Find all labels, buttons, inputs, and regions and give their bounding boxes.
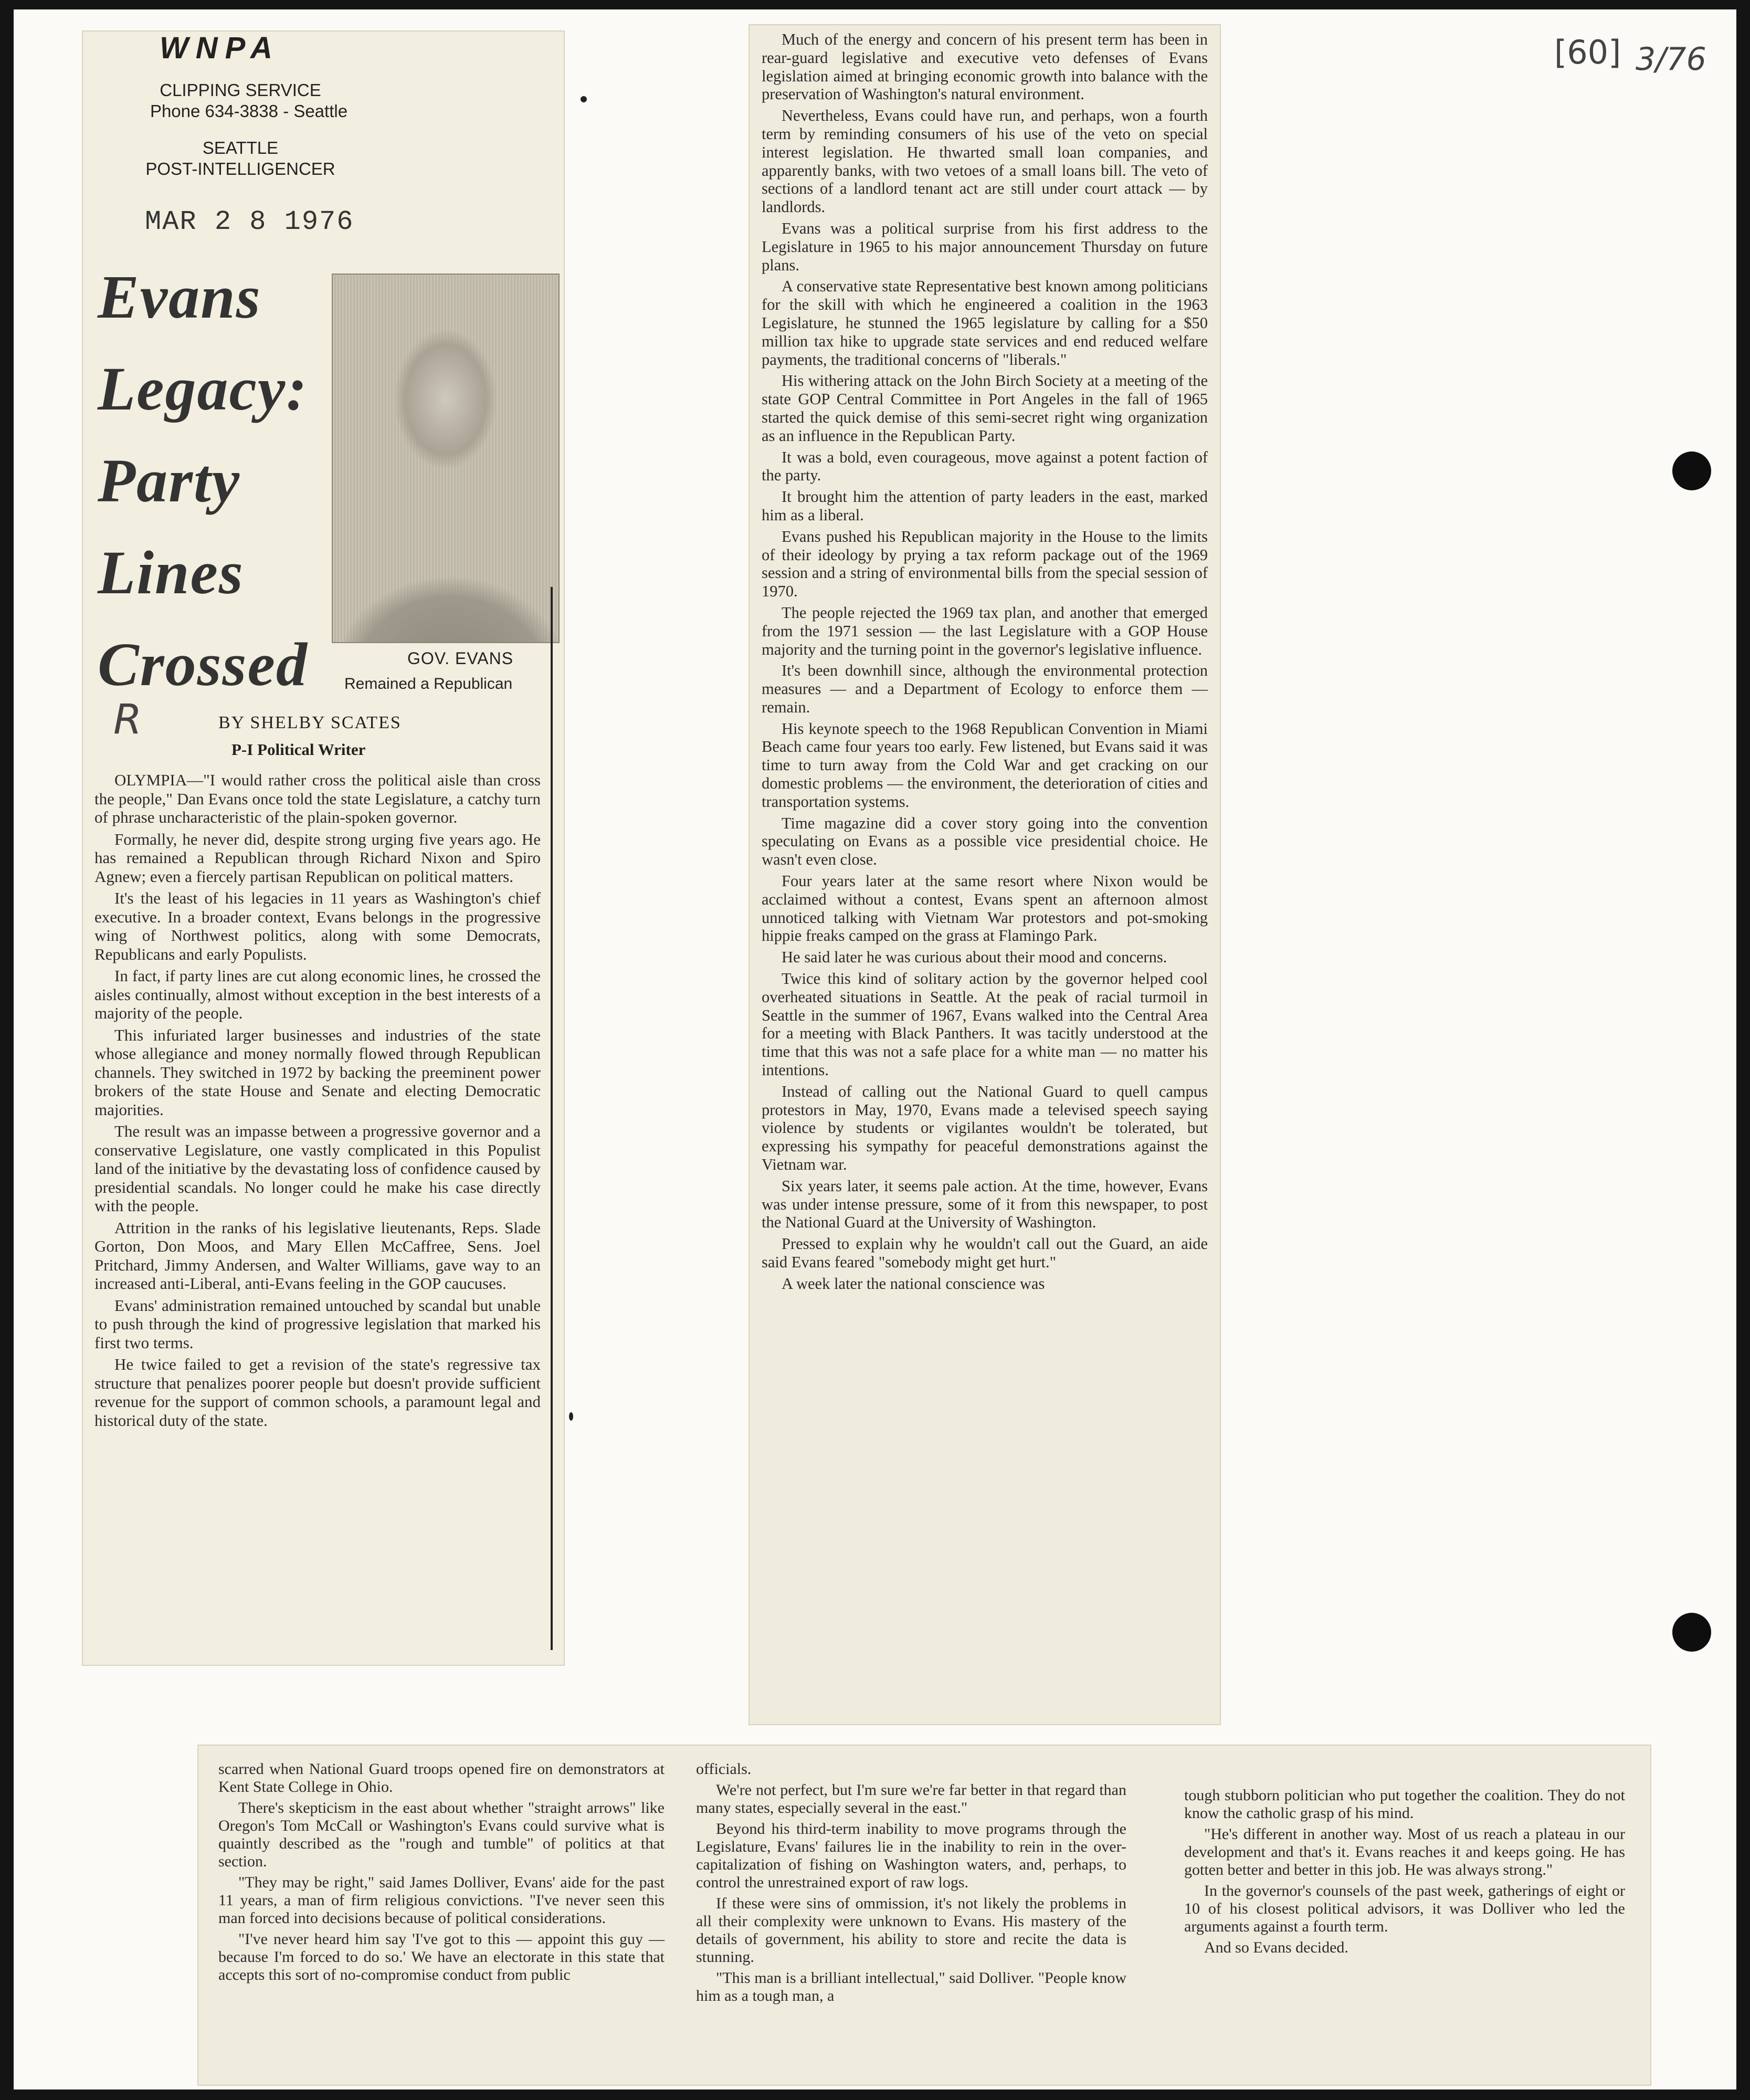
- paper-name: POST-INTELLIGENCER: [145, 159, 335, 178]
- paragraph: Pressed to explain why he wouldn't call out the Guard, an aide said Evans feared "somebody might get hurt.": [762, 1235, 1208, 1271]
- clipping-right: [749, 24, 1221, 1725]
- paragraph: OLYMPIA—"I would rather cross the political aisle than cross the people," Dan Evans once told the state Legislature, a catchy turn of phrase uncharacteristic of the plain-spoken governor.: [94, 771, 541, 826]
- paragraph: Instead of calling out the National Guard to quell campus protestors in May, 1970, Evans made a televised speech saying violence by students or vigilantes wouldn't be tolerated, but expressing his sympathy for peaceful demonstrations against the Vietnam war.: [762, 1082, 1208, 1174]
- date-stamp: MAR 2 8 1976: [145, 206, 354, 237]
- date-note: 3/76: [1636, 41, 1706, 78]
- continuation-column-1: [218, 1760, 665, 1987]
- paragraph: He twice failed to get a revision of the state's regressive tax structure that penalizes poorer people but doesn't provide sufficient revenue for the support of common schools, a paramount legal and historical duty of the state.: [94, 1355, 541, 1430]
- paragraph: Time magazine did a cover story going into the convention speculating on Evans as a possible vice presidential choice. He wasn't even close.: [762, 814, 1208, 869]
- binder-hole-bottom: [1672, 1613, 1711, 1652]
- paragraph: "This man is a brilliant intellectual," said Dolliver. "People know him as a tough man, a: [696, 1969, 1126, 2004]
- paragraph: The people rejected the 1969 tax plan, and another that emerged from the 1971 session — the last Legislature with a GOP House majority and the turning point in the governor's legislative influence.: [762, 603, 1208, 658]
- clipping-service-label: CLIPPING SERVICE: [160, 80, 321, 100]
- phone-label: Phone 634-3838 - Seattle: [150, 101, 348, 121]
- paragraph: Much of the energy and concern of his present term has been in rear-guard legislative and executive veto defenses of Evans legislation aimed at bringing economic growth into balance with the preservation of Washington's natural environment.: [762, 30, 1208, 103]
- paragraph: The result was an impasse between a progressive governor and a conservative Legislature, one vastly complicated in this Populist land of the initiative by the devastating loss of confidence caused by presidential scandals. No longer could he make his case directly with the people.: [94, 1122, 541, 1215]
- paragraph: In the governor's counsels of the past week, gatherings of eight or 10 of his closest political advisors, it was Dolliver who led the arguments against a fourth term.: [1184, 1882, 1625, 1935]
- paragraph: It's been downhill since, although the environmental protection measures — and a Department of Ecology to enforce them — remain.: [762, 662, 1208, 716]
- article-column-2: [762, 30, 1208, 1296]
- paragraph: If these were sins of ommission, it's not likely the problems in all their complexity were unknown to Evans. His mastery of the details of government, his ability to store and recite the data is stunning.: [696, 1895, 1126, 1966]
- agency-name: WNPA: [160, 31, 280, 65]
- paragraph: This infuriated larger businesses and industries of the state whose allegiance and money normally flowed through Republican channels. They switched in 1972 by backing the preeminent power brokers of the state House and Senate and electing Democratic majorities.: [94, 1025, 541, 1119]
- paragraph: In fact, if party lines are cut along economic lines, he crossed the aisles continually, almost without exception in the best interests of a majority of the people.: [94, 967, 541, 1022]
- paragraph: It brought him the attention of party leaders in the east, marked him as a liberal.: [762, 488, 1208, 524]
- paragraph: Twice this kind of solitary action by the governor helped cool overheated situations in Seattle. At the peak of racial turmoil in Seattle in the summer of 1967, Evans walked into the Central Area for a meeting with Black Panthers. It was tacitly understood at the time that this was not a safe place for a white man — no matter his intentions.: [762, 970, 1208, 1079]
- byline-author: BY SHELBY SCATES: [218, 713, 402, 732]
- scrapbook-page: [14, 9, 1736, 2090]
- paragraph: He said later he was curious about their mood and concerns.: [782, 948, 1167, 967]
- paragraph: Four years later at the same resort where Nixon would be acclaimed without a contest, Evans spent an afternoon almost unnoticed talking with Vietnam War protestors and pot-smoking hippie freaks camped on the grass at Flamingo Park.: [762, 872, 1208, 945]
- paragraph: Beyond his third-term inability to move programs through the Legislature, Evans' failures lie in the inability to rein in the over-capitalization of fishing on Washington waters, and, perhaps, to control the unrestrained export of raw logs.: [696, 1820, 1126, 1891]
- article-column-1: [94, 771, 541, 1433]
- paragraph: officials.: [696, 1760, 752, 1778]
- paragraph: Evans was a political surprise from his first address to the Legislature in 1965 to his major announcement Thursday on future plans.: [762, 219, 1208, 274]
- headline-line-2: Legacy:: [98, 354, 308, 423]
- paragraph: There's skepticism in the east about whether "straight arrows" like Oregon's Tom McCall or Washington's Evans could survive what is quaintly described as the "rough and tumble" of politics at that section.: [218, 1799, 665, 1870]
- headline-line-1: Evans: [98, 262, 261, 331]
- column-rule: [551, 587, 553, 1650]
- paragraph: "I've never heard him say 'I've got to this — appoint this guy — because I'm forced to do so.' We have an electorate in this state that accepts this sort of no-compromise conduct from public: [218, 1930, 665, 1983]
- clipping-bottom: [197, 1745, 1651, 2086]
- binder-hole-top: [1672, 452, 1711, 490]
- paragraph: It's the least of his legacies in 11 years as Washington's chief executive. In a broader context, Evans belongs in the progressive wing of Northwest politics, along with some Democrats, Republicans and early Populists.: [94, 889, 541, 963]
- paragraph: His withering attack on the John Birch Society at a meeting of the state GOP Central Committee in Port Angeles in the fall of 1965 started the quick demise of this semi-secret right wing organization as an influence in the Republican Party.: [762, 372, 1208, 445]
- paragraph: Six years later, it seems pale action. At the time, however, Evans was under intense pressure, some of it from this newspaper, to post the National Guard at the University of Washington.: [762, 1177, 1208, 1232]
- paragraph: Formally, he never did, despite strong urging five years ago. He has remained a Republican through Richard Nixon and Spiro Agnew; even a fiercely partisan Republican on political matters.: [94, 830, 541, 886]
- paragraph: Nevertheless, Evans could have run, and perhaps, won a fourth term by reminding consumers of his use of the veto on special interest legislation. He thwarted small loan companies, and apparently banks, with two vetoes of a small loans bill. The veto of sections of a landlord tenant act are still under court attack — by landlords.: [762, 107, 1208, 216]
- headline-line-3: Party: [98, 446, 241, 515]
- paper-city: SEATTLE: [202, 138, 279, 158]
- paragraph: Evans pushed his Republican majority in the House to the limits of their ideology by prying a tax reform package out of the 1969 session and a string of environmental bills from the special session of 1970.: [762, 527, 1208, 601]
- continuation-column-3: [1184, 1787, 1625, 1960]
- paragraph: A conservative state Representative best known among politicians for the skill with which he engineered a coalition in the 1963 Legislature, he stunned the 1965 legislature by calling for a $50 million tax hike to upgrade state services and end reduced welfare payments, the traditional concerns of "liberals.": [762, 277, 1208, 369]
- continuation-column-2: [696, 1760, 1126, 2008]
- paragraph: And so Evans decided.: [1204, 1939, 1348, 1956]
- headline-line-4: Lines: [98, 538, 244, 607]
- paragraph: Evans' administration remained untouched by scandal but unable to push through the kind of progressive legislation that marked his first two terms.: [94, 1296, 541, 1352]
- paragraph: It was a bold, even courageous, move against a potent faction of the party.: [762, 448, 1208, 485]
- headline-line-5: Crossed: [98, 630, 308, 699]
- speck: [581, 96, 587, 102]
- photo-caption-name: GOV. EVANS: [407, 649, 514, 668]
- handwritten-initial: R: [113, 696, 142, 743]
- paragraph: We're not perfect, but I'm sure we're far better in that regard than many states, especially several in the east.": [696, 1781, 1126, 1816]
- paragraph: tough stubborn politician who put together the coalition. They do not know the catholic grasp of his mind.: [1184, 1787, 1625, 1822]
- paragraph: scarred when National Guard troops opened fire on demonstrators at Kent State College in Ohio.: [218, 1760, 665, 1796]
- paragraph: A week later the national conscience was: [782, 1274, 1045, 1293]
- paragraph: His keynote speech to the 1968 Republican Convention in Miami Beach came four years too early. Few listened, but Evans said it was time to turn away from the Cold War and get cracking on our domestic problems — the environment, the deterioration of cities and transportation systems.: [762, 719, 1208, 811]
- byline-title: P-I Political Writer: [231, 740, 366, 759]
- speck: [569, 1412, 573, 1421]
- governor-photo: [333, 275, 558, 642]
- paragraph: Attrition in the ranks of his legislative lieutenants, Reps. Slade Gorton, Don Moos, and Mary Ellen McCaffree, Sens. Joel Pritchard, Jimmy Andersen, and Walter Williams, gave way to an increased anti-Liberal, anti-Evans feeling in the GOP caucuses.: [94, 1218, 541, 1293]
- clipping-left: [82, 30, 565, 1666]
- page-number-note: [60]: [1554, 33, 1621, 71]
- photo-caption-text: Remained a Republican: [344, 675, 513, 692]
- paragraph: "He's different in another way. Most of us reach a plateau in our development and that's it. Evans reaches it and keeps going. He has gotten better and better in this job. He was always strong.": [1184, 1825, 1625, 1878]
- paragraph: "They may be right," said James Dolliver, Evans' aide for the past 11 years, a man of firm religious convictions. "I've never seen this man forced into decisions because of political considerations.: [218, 1874, 665, 1927]
